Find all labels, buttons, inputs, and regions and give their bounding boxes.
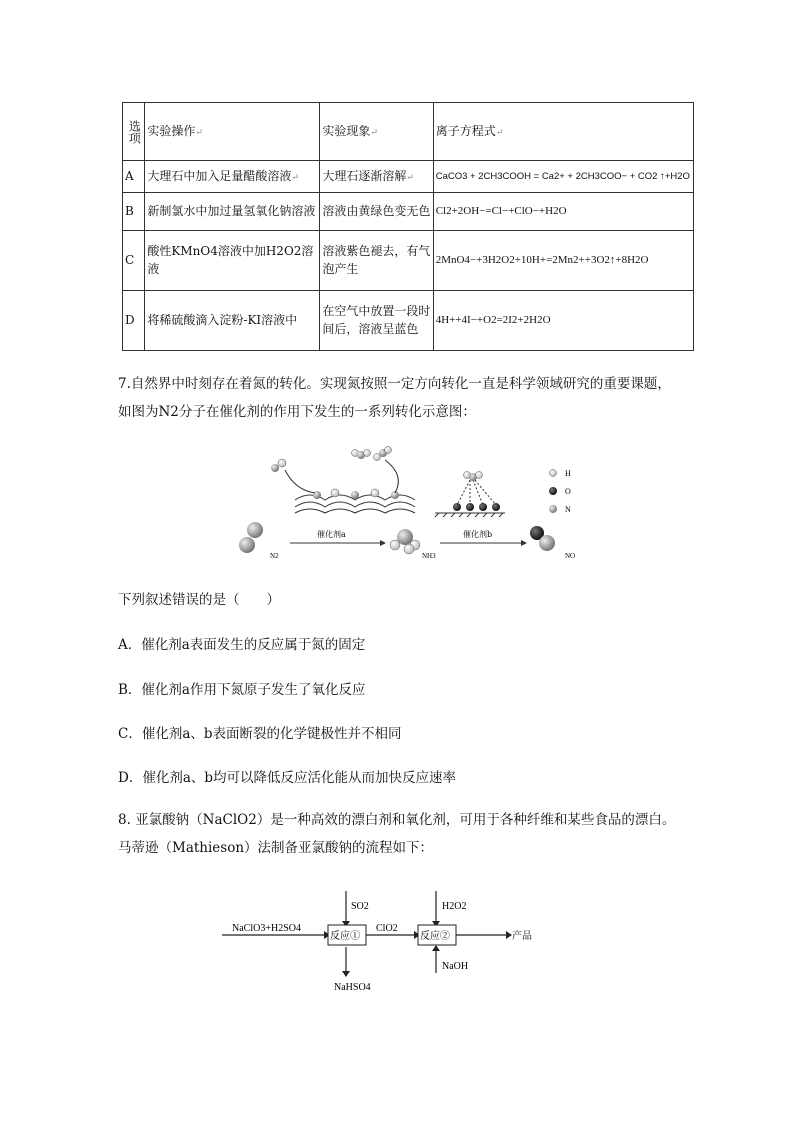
q7-option-b: B．催化剂a作用下氮原子发生了氧化反应	[118, 682, 366, 698]
row-equation: CaCO3 + 2CH3COOH = Ca2+ + 2CH3COO− + CO2 ↑+H2O	[433, 161, 693, 193]
q8-line2: 马蒂逊（Mathieson）法制备亚氯酸钠的流程如下：	[118, 840, 434, 856]
flow-chart	[218, 885, 558, 995]
naoh-label: NaOH	[442, 961, 469, 972]
outgoing-arrow	[385, 460, 398, 493]
row-equation: Cl2+2OH−=Cl−+ClO−+H2O	[433, 193, 693, 231]
nh3-label: NH3	[422, 552, 436, 560]
svg-text:O: O	[565, 487, 571, 496]
h2o2-label: H2O2	[442, 901, 467, 912]
h2-molecule	[271, 459, 286, 472]
nh3-products	[352, 447, 392, 461]
row-operation: 将稀硫酸滴入淀粉-KI溶液中	[145, 291, 320, 351]
reaction1-label: 反应①	[330, 931, 360, 942]
no-label: NO	[565, 552, 576, 560]
row-equation: 4H++4I−+O2=2I2+2H2O	[433, 291, 693, 351]
header-equation: 离子方程式↵	[433, 103, 693, 161]
row-phenomenon: 溶液紫色褪去，有气泡产生	[320, 231, 433, 291]
row-operation: 大理石中加入足量醋酸溶液↵	[145, 161, 320, 193]
reaction2-label: 反应②	[420, 931, 450, 942]
so2-label: SO2	[351, 901, 369, 912]
input-label: NaClO3+H2SO4	[232, 923, 301, 934]
table-row	[123, 291, 694, 351]
product-label: 产品	[512, 931, 532, 942]
q7-line1: 7.自然界中时刻存在着氮的转化。实现氮按照一定方向转化一直是科学领域研究的重要课题，	[118, 376, 671, 392]
q7-option-a: A．催化剂a表面发生的反应属于氮的固定	[118, 637, 366, 653]
incoming-arrow	[285, 470, 315, 493]
row-equation: 2MnO4−+3H2O2+10H+=2Mn2++3O2↑+8H2O	[433, 231, 693, 291]
clo2-label: ClO2	[376, 923, 398, 934]
catalyst-a-atoms	[313, 489, 399, 499]
header-option: 选项	[123, 103, 145, 161]
row-label: B	[123, 193, 145, 231]
n2-label: N2	[270, 552, 279, 560]
row-label: D	[123, 291, 145, 351]
svg-text:N: N	[565, 505, 571, 514]
svg-text:H: H	[565, 469, 571, 478]
table-row	[123, 161, 694, 193]
q8-line1: 8. 亚氯酸钠（NaClO2）是一种高效的漂白剂和氧化剂，可用于各种纤维和某些食品的漂白。	[118, 812, 676, 828]
row-label: A	[123, 161, 145, 193]
header-operation: 实验操作↵	[145, 103, 320, 161]
row-phenomenon: 在空气中放置一段时间后，溶液呈蓝色	[320, 291, 433, 351]
row-operation: 新制氯水中加过量氢氧化钠溶液	[145, 193, 320, 231]
q7-line2: 如图为N2分子在催化剂的作用下发生的一系列转化示意图：	[118, 404, 476, 420]
q7-option-d: D．催化剂a、b均可以降低反应活化能从而加快反应速率	[118, 770, 457, 786]
q7-stem: 下列叙述错误的是（ ）	[118, 592, 280, 608]
figure-legend	[549, 469, 571, 514]
row-phenomenon: 大理石逐渐溶解↵	[320, 161, 433, 193]
table-row	[123, 193, 694, 231]
catalyst-a-label: 催化剂a	[317, 530, 346, 539]
q8-text	[118, 806, 718, 862]
table-header-row	[123, 103, 694, 161]
catalyst-b-surface	[435, 472, 505, 518]
experiment-table	[122, 102, 694, 351]
row-operation: 酸性KMnO4溶液中加H2O2溶液	[145, 231, 320, 291]
q7-text	[118, 370, 718, 426]
nahso4-label: NaHSO4	[334, 982, 371, 993]
n2-molecule	[239, 522, 263, 553]
table-row	[123, 231, 694, 291]
nh3-molecule	[390, 529, 420, 554]
header-phenomenon: 实验现象↵	[320, 103, 433, 161]
row-label: C	[123, 231, 145, 291]
q7-option-c: C．催化剂a、b表面断裂的化学键极性并不相同	[118, 726, 402, 742]
nitrogen-conversion-figure	[225, 445, 595, 565]
no-molecule	[530, 526, 555, 551]
row-phenomenon: 溶液由黄绿色变无色	[320, 193, 433, 231]
catalyst-b-label: 催化剂b	[463, 530, 493, 539]
